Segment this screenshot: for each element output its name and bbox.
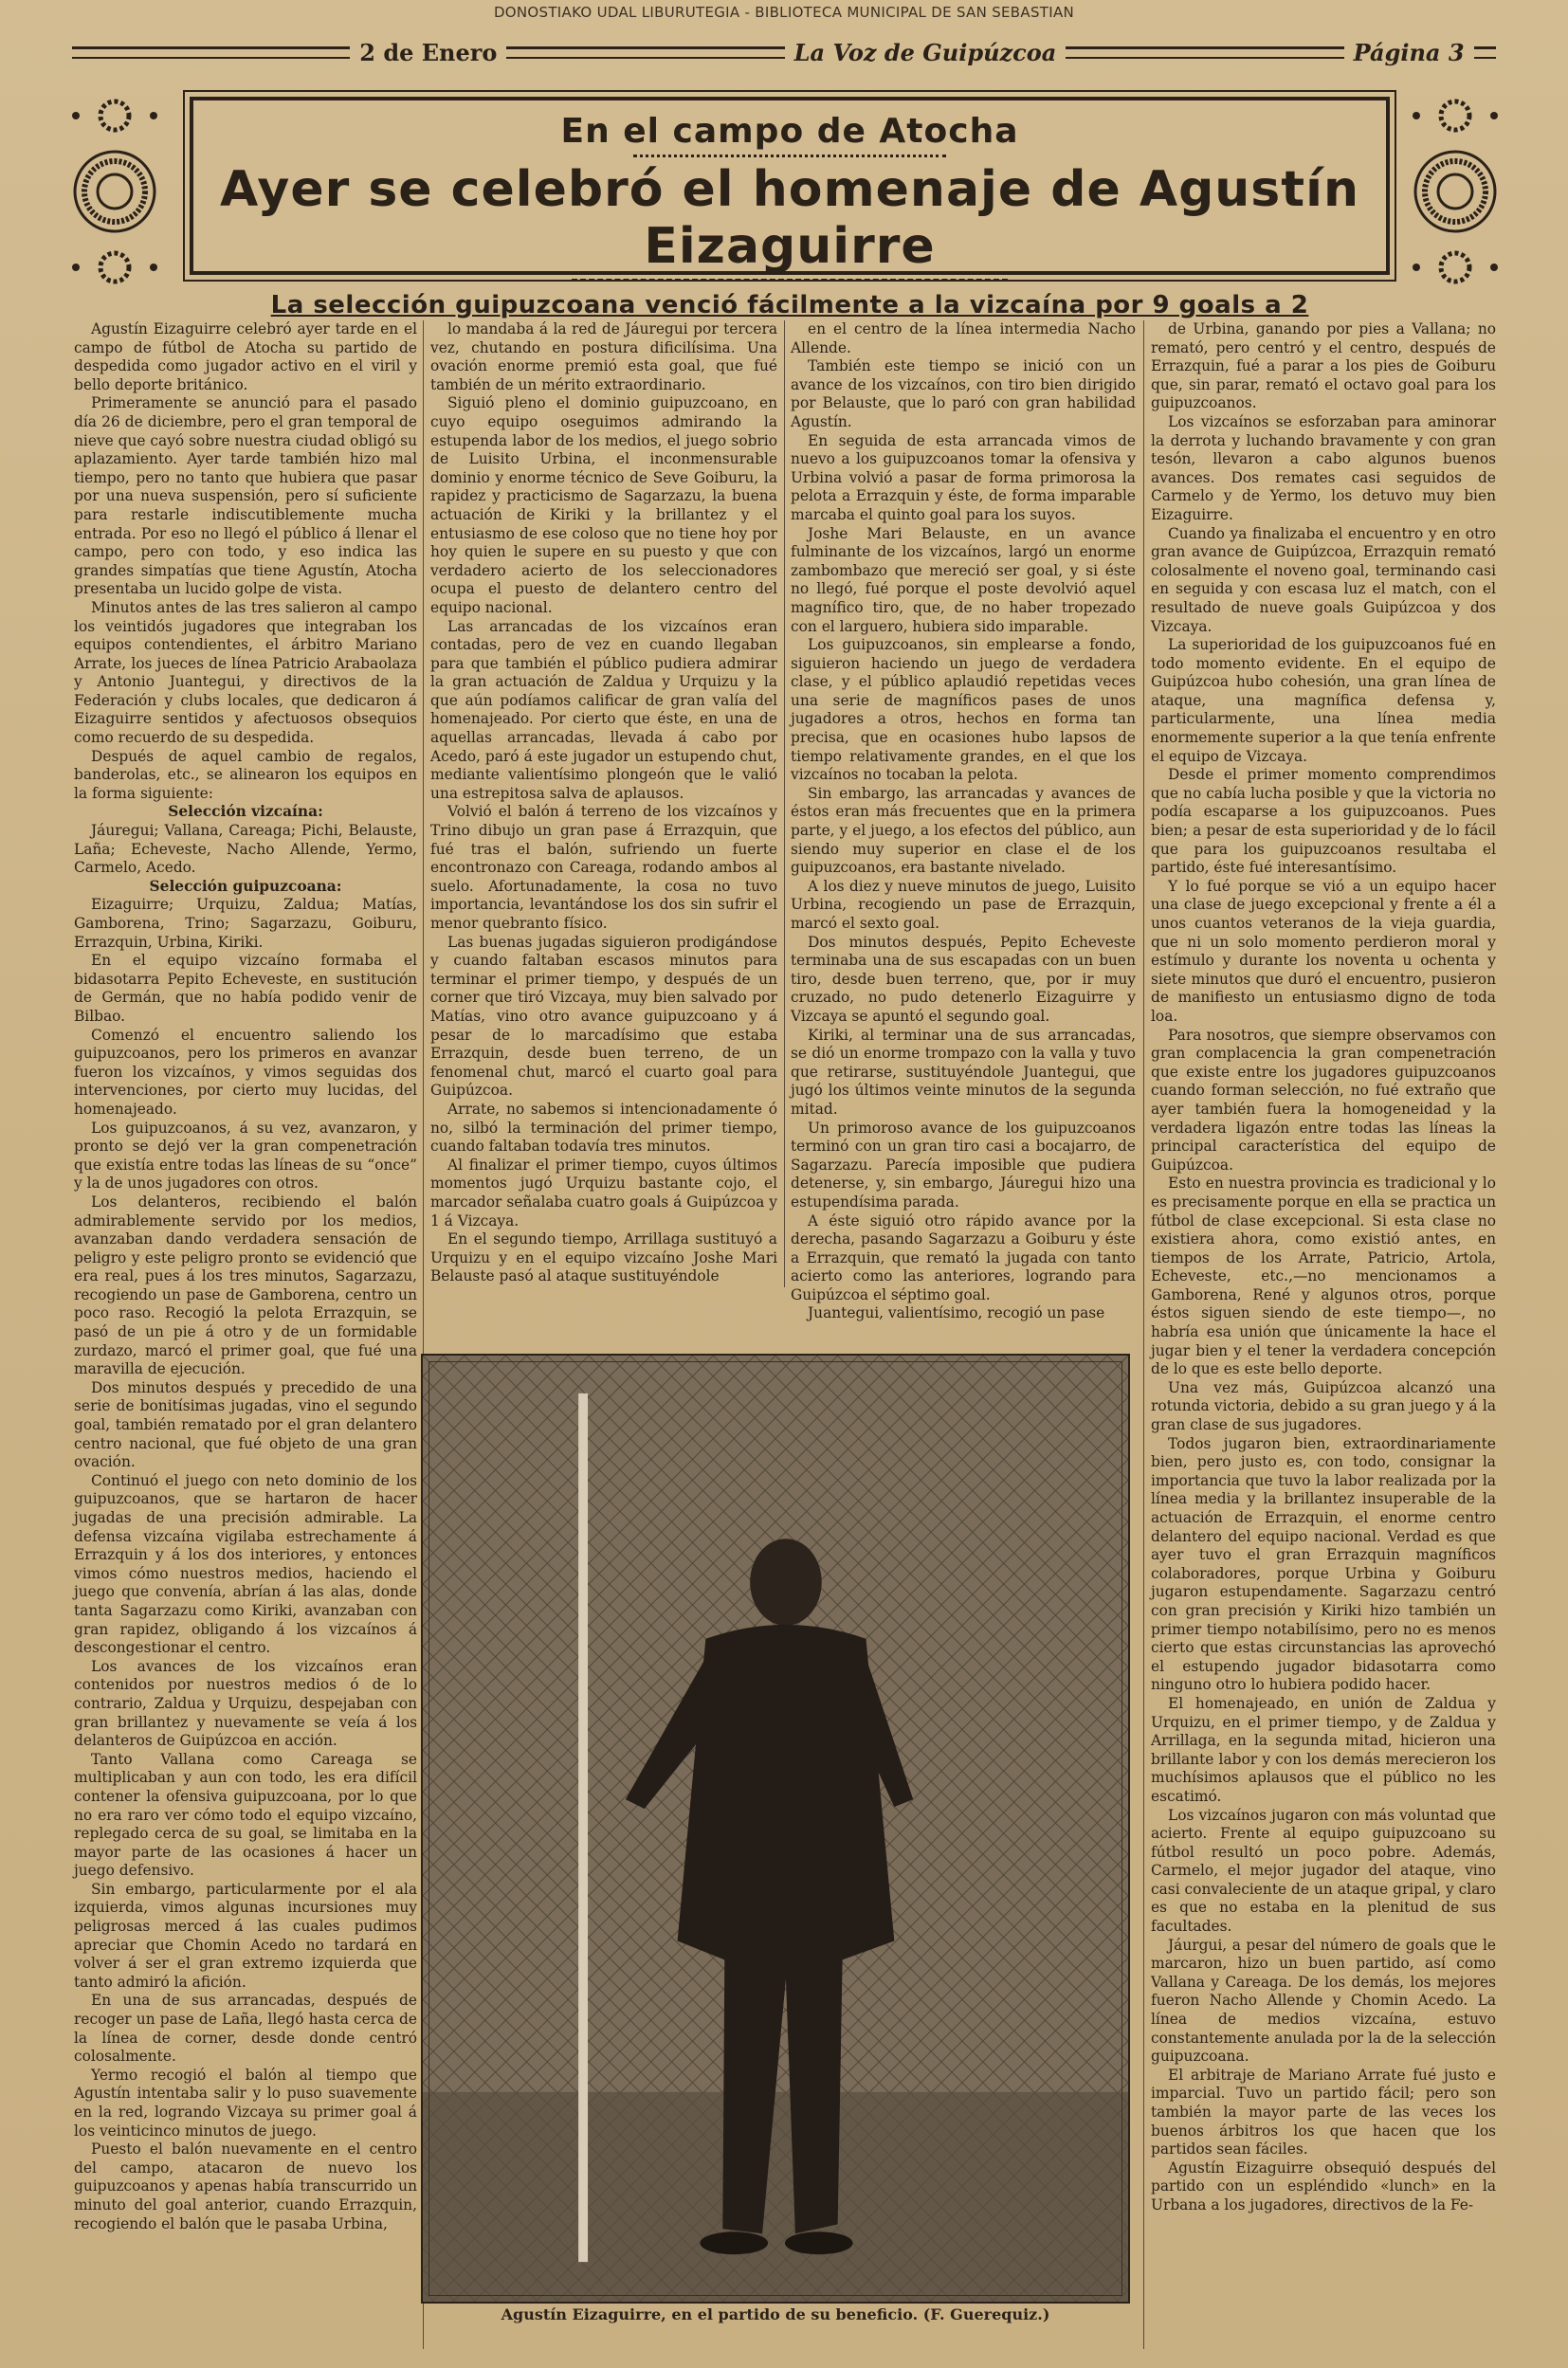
article-paragraph: Sin embargo, particularmente por el ala izquierda, vimos algunas incursiones muy peligrosas merced á las cuales pudimos apreciar que Chomin Acedo no tardará en volver á ser el gran extremo izquierda que tanto admiró la afición. [74,1880,417,1991]
ornament-right-icon [1403,87,1507,296]
article-paragraph: Los delanteros, recibiendo el balón admirablemente servido por los medios, avanzaban dando verdadera sensación de peligro y este peligro pronto se evidenció que era real, pues á los tres minutos, Sagarzazu, recogiendo un pase de Gamborena, centro un poco raso. Recogió la pelota Errazquin, se pasó de un pie á otro y de un formidable zurdazo, marcó el primer goal, que fué una maravilla de ejecución. [74,1193,417,1378]
article-paragraph: Y lo fué porque se vió a un equipo hacer una clase de juego excepcional y frente a él a unos cuantos veteranos de la vieja guardia, que ni un solo momento perdieron moral y estímulo y durante los noventa u ochenta y siete minutos que duró el encuentro, pusieron de manifiesto un entusiasmo digno de toda loa. [1151,877,1496,1025]
article-paragraph: En el equipo vizcaíno formaba el bidasotarra Pepito Echeveste, en sustitución de Germán, que no había podido venir de Bilbao. [74,952,417,1025]
article-paragraph: Desde el primer momento comprendimos que no cabía lucha posible y que la victoria no podía escaparse a los guipuzcoanos. Pues bien; a pesar de esta superioridad y de lo fácil que para los guipuzcoanos resultaba el partido, éste fué interesantísimo. [1151,766,1496,877]
article-paragraph: Juantegui, valientísimo, recogió un pase [808,1304,1105,1322]
article-paragraph: de Urbina, ganando por pies a Vallana; no remató, pero centró y el centro, después de Errazquin, fué a parar a los pies de Goiburu que, sin parar, remató el octavo goal para los guipuzcoanos. [1151,320,1496,412]
running-head [72,36,1496,68]
article-paragraph: Los guipuzcoanos, á su vez, avanzaron, y pronto se dejó ver la gran compenetración que existía entre todas las líneas de su “once” y la de unos jugadores con otros. [74,1119,417,1193]
header-page-number: Página 3 [1353,38,1465,66]
article-paragraph: Arrate, no sabemos si intencionadamente ó no, silbó la terminación del primer tiempo, cuando faltaban todavía tres minutos. [430,1100,777,1156]
header-paper-name: La Voz de Guipúzcoa [793,38,1057,66]
article-paragraph: Los vizcaínos se esforzaban para aminorar la derrota y luchando bravamente y con gran tesón, llevaron a cabo algunos buenos avances. Dos remates casi seguidos de Carmelo y de Yermo, los detuvo muy bien Eizaguirre. [1151,412,1496,523]
article-paragraph: Los avances de los vizcaínos eran contenidos por nuestros medios ó de lo contrario, Zaldua y Urquizu, despejaban con gran brillantez y nuevamente se veía á los delanteros de Guipúzcoa en acción. [74,1657,417,1750]
headline-main: Ayer se celebró el homenaje de Agustín Eizaguirre [220,161,1359,275]
article-paragraph: Volvió el balón á terreno de los vizcaínos y Trino dibujo un gran pase á Errazquin, que fué tras el balón, sufriendo un fuerte encontronazo con Careaga, rodando ambos al suelo. Afortunadamente, la cosa no tuvo importancia, levantándose los dos sin sufrir el menor quebranto físico. [430,803,777,932]
article-paragraph: Dos minutos después, Pepito Echeveste terminaba una de sus escapadas con un buen tiro, desde buen terreno, que, por ir muy cruzado, no pudo detenerlo Eizaguirre y Vizcaya se apuntó el segundo goal. [791,933,1136,1025]
article-column-4 [1151,320,1496,2340]
article-paragraph: Agustín Eizaguirre celebró ayer tarde en el campo de fútbol de Atocha su partido de despedida como jugador activo en el viril y bello deporte británico. [74,320,417,393]
article-paragraph: Selección guipuzcoana: [149,877,342,895]
header-rule [1066,46,1343,59]
photo-border [428,1361,1122,2296]
headline-divider [572,279,1008,282]
header-date: 2 de Enero [359,38,498,66]
article-paragraph: Los vizcaínos jugaron con más voluntad que acierto. Frente al equipo guipuzcoano su fútbol resultó un poco pobre. Además, Carmelo, el mejor jugador del ataque, vino casi convaleciente de un ataque gripal, y claro es que no estaba en la plenitud de sus facultades. [1151,1806,1496,1936]
article-paragraph: Continuó el juego con neto dominio de los guipuzcoanos, que se hartaron de hacer jugadas de una precisión admirable. La defensa vizcaína vigilaba estrechamente á Errazquin y á los dos interiores, y entonces vimos cómo nuestros medios, haciendo el juego que convenía, abrían á las alas, donde tanta Sagarzazu como Kiriki, avanzaban con gran rapidez, obligando á los vizcaínos á descongestionar el centro. [74,1471,417,1657]
article-paragraph: Comenzó el encuentro saliendo los guipuzcoanos, pero los primeros en avanzar fueron los vizcaínos, y vimos seguidas dos intervenciones, por cierto muy lucidas, del homenajeado. [74,1026,417,1118]
headline-kicker: En el campo de Atocha [560,112,1019,151]
article-paragraph: Los guipuzcoanos, sin emplearse a fondo, siguieron haciendo un juego de verdadera clase, y el público aplaudió repetidas veces una serie de magníficos pases de unos jugadores a otros, hechos en forma tan precisa, que en ocasiones hubo lapsos de tiempo relativamente grandes, en el que los vizcaínos no tocaban la pelota. [791,636,1136,784]
article-paragraph: Dos minutos después y precedido de una serie de bonitísimas jugadas, vino el segundo goal, también rematado por el gran delantero centro nacional, que fué objeto de una gran ovación. [74,1378,417,1471]
article-paragraph: Jáurgui, a pesar del número de goals que le marcaron, hizo un buen partido, así como Vallana y Careaga. De los demás, los mejores fueron Nacho Allende y Chomin Acedo. La línea de medios vizcaína, estuvo constantemente anulada por la de la selección guipuzcoana. [1151,1936,1496,2066]
article-paragraph: Un primoroso avance de los guipuzcoanos terminó con un gran tiro casi a bocajarro, de Sagarzazu. Parecía imposible que pudiera detenerse, y, sin embargo, Jáuregui hizo una estupendísima parada. [791,1119,1136,1211]
archive-banner: DONOSTIAKO UDAL LIBURUTEGIA - BIBLIOTECA MUNICIPAL DE SAN SEBASTIAN [493,4,1075,21]
photo [421,1354,1130,2304]
article-paragraph: Jáuregui; Vallana, Careaga; Pichi, Belauste, Laña; Echeveste, Nacho Allende, Yermo, Carmelo, Acedo. [74,822,417,877]
article-paragraph: Una vez más, Guipúzcoa alcanzó una rotunda victoria, debido a su gran juego y á la gran clase de sus jugadores. [1151,1378,1496,1434]
header-rule [1474,46,1496,59]
article-paragraph: Las arrancadas de los vizcaínos eran contadas, pero de vez en cuando llegaban para que también el público pudiera admirar la gran actuación de Zaldua y Urquizu y la que aún podíamos calificar de gran valía del homenajeado. Por cierto que éste, en una de aquellas arrancadas, llevada á cabo por Acedo, paró á este jugador un estupendo chut, mediante valientísimo plongeón que le valió una estrepitosa salva de aplausos. [430,617,777,802]
article-paragraph: El arbitraje de Mariano Arrate fué justo e imparcial. Tuvo un partido fácil; pero son también la mayor parte de las veces los buenos árbitros los que hacen que los partidos sean fáciles. [1151,2066,1496,2159]
article-paragraph: Joshe Mari Belauste, en un avance fulminante de los vizcaínos, largó un enorme zambombazo que mereció ser goal, y si éste no llegó, fué porque el poste devolvió aquel magnífico tiro, que, de no haber tropezado con el larguero, hubiera sido imparable. [791,524,1136,635]
article-paragraph: Minutos antes de las tres salieron al campo los veintidós jugadores que integraban los equipos contendientes, el árbitro Mariano Arrate, los jueces de línea Patricio Arabaolaza y Antonio Juantegui, y directivos de la Federación y clubs locales, que dedicaron á Eizaguirre sentidos y afectuosos obsequios como recuerdo de su despedida. [74,598,417,747]
article-paragraph: lo mandaba á la red de Jáuregui por tercera vez, chutando en postura dificilísima. Una ovación enorme premió esta goal, que fué también de un mérito extraordinario. [430,320,777,393]
article-paragraph: La superioridad de los guipuzcoanos fué en todo momento evidente. En el equipo de Guipúzcoa hubo cohesión, una gran línea de ataque, una magnífica defensa y, particularmente, una línea media enormemente superior a la que tenía enfrente el equipo de Vizcaya. [1151,636,1496,765]
article-paragraph: En seguida de esta arrancada vimos de nuevo a los guipuzcoanos tomar la ofensiva y Urbina volvió a pasar de forma primorosa la pelota a Errazquin y éste, de forma imparable marcaba el quinto goal para los suyos. [791,431,1136,523]
article-paragraph: Cuando ya finalizaba el encuentro y en otro gran avance de Guipúzcoa, Errazquin remató colosalmente el noveno goal, terminando casi en seguida y con escasa luz el match, con el resultado de nueve goals Guipúzcoa y dos Vizcaya. [1151,524,1496,635]
article-paragraph: Esto en nuestra provincia es tradicional y lo es precisamente porque en ella se practica un fútbol de clase excepcional. Si esta clase no existiera ahora, como existió antes, en tiempos de los Arrate, Patricio, Artola, Echeveste, etc.,—no mencionamos a Gamborena, René y algunos otros, porque éstos siguen siendo de este tiempo—, no habría esa unión que únicamente la hace el jugar bien y el tener la verdadera concepción de lo que es este bello deporte. [1151,1175,1496,1378]
article-paragraph: También este tiempo se inició con un avance de los vizcaínos, con tiro bien dirigido por Belauste, que lo paró con gran habilidad Agustín. [791,357,1136,430]
article-paragraph: Puesto el balón nuevamente en el centro del campo, atacaron de nuevo los guipuzcoanos y apenas había transcurrido un minuto del goal anterior, cuando Errazquin, recogiendo el balón que le pasaba Urbina, [74,2140,417,2232]
header-rule [506,46,784,59]
headline-box [190,97,1390,319]
article-paragraph: Selección vizcaína: [168,803,323,821]
article-paragraph: Sin embargo, las arrancadas y avances de éstos eran más frecuentes que en la primera parte, y el juego, a los efectos del público, aun siendo muy superior en clase el de los guipuzcoanos, era bastante nivelado. [791,784,1136,877]
article-paragraph: Yermo recogió el balón al tiempo que Agustín intentaba salir y lo puso suavemente en la red, logrando Vizcaya su primer goal á los veinticinco minutos de juego. [74,2066,417,2140]
article-paragraph: A éste siguió otro rápido avance por la derecha, pasando Sagarzazu a Goiburu y éste a Errazquin, que remató la jugada con tanto acierto como las anteriores, logrando para Guipúzcoa el séptimo goal. [791,1211,1136,1303]
column-rule [784,320,785,1287]
headline-subtitle: La selección guipuzcoana venció fácilmente a la vizcaína por 9 goals a 2 [270,291,1309,319]
article-paragraph: Todos jugaron bien, extraordinariamente bien, pero justo es, con todo, consignar la importancia que tuvo la labor realizada por la línea media y la brillantez insuperable de la actuación de Errazquin, el enorme centro delantero del equipo nacional. Verdad es que ayer tuvo el gran Errazquin magníficos colaboradores, porque Urbina y Goiburu jugaron estupendamente. Sagarzazu centró con gran precisión y Kiriki hizo también un primer tiempo notabilísimo, pero no es menos cierto que estas circunstancias las aprovechó el estupendo jugador bidasotarra como ninguno otro lo hubiera podido hacer. [1151,1434,1496,1694]
article-paragraph: En una de sus arrancadas, después de recoger un pase de Laña, llegó hasta cerca de la línea de corner, desde donde centró colosalmente. [74,1992,417,2066]
article-paragraph: Siguió pleno el dominio guipuzcoano, en cuyo equipo oseguimos admirando la estupenda labor de los medios, el juego sobrio de Luisito Urbina, el inconmensurable dominio y enorme técnico de Seve Goiburu, la rapidez y practicismo de Sagarzazu, la buena actuación de Kiriki y la brillantez y el entusiasmo de ese coloso que no tiene hoy por hoy quien le supere en su puesto y que con verdadero acierto de los seleccionadores ocupa el puesto de delantero centro del equipo nacional. [430,394,777,616]
article-paragraph: Tanto Vallana como Careaga se multiplicaban y aun con todo, les era difícil contener la ofensiva guipuzcoana, por lo que no era raro ver cómo todo el equipo vizcaíno, replegado cerca de su goal, se limitaba en la mayor parte de las ocasiones á hacer un juego defensivo. [74,1750,417,1880]
article-paragraph: Para nosotros, que siempre observamos con gran complacencia la gran compenetración que existe entre los jugadores guipuzcoanos cuando forman selección, no fué extraño que ayer también fuera la homogeneidad y la verdadera ligazón entre todas las líneas la principal característica del equipo de Guipúzcoa. [1151,1026,1496,1174]
headline-divider [633,155,946,157]
ornament-left-icon [63,87,167,296]
article-paragraph: Después de aquel cambio de regalos, banderolas, etc., se alinearon los equipos en la forma siguiente: [74,747,417,802]
column-rule [1143,320,1144,2349]
article-paragraph: Las buenas jugadas siguieron prodigándose y cuando faltaban escasos minutos para terminar el primer tiempo, y después de un corner que tiró Vizcaya, muy bien salvado por Matías, vino otro avance guipuzcoano y á pesar de lo marcadísimo que estaba Errazquin, desde buen terreno, de un fenomenal chut, marcó el cuarto goal para Guipúzcoa. [430,933,777,1100]
article-paragraph: Agustín Eizaguirre obsequió después del partido con un espléndido «lunch» en la Urbana a los jugadores, directivos de la Fe- [1151,2159,1496,2213]
article-paragraph: En el segundo tiempo, Arrillaga sustituyó a Urquizu y en el equipo vizcaíno Joshe Mari Belauste pasó al ataque sustituyéndole [430,1230,777,1285]
photo-caption: Agustín Eizaguirre, en el partido de su beneficio. (F. Guerequiz.) [501,2305,1050,2323]
article-column-2 [430,320,777,1287]
article-column-3 [791,320,1136,1322]
article-paragraph: Primeramente se anunció para el pasado día 26 de diciembre, pero el gran temporal de nieve que cayó sobre nuestra ciudad obligó su aplazamiento. Ayer tarde también hizo mal tiempo, pero no tanto que hubiera que pasar por una nueva suspensión, pero sí suficiente para restarle indiscutiblemente mucha entrada. Por eso no llegó el público á llenar el campo, pero con todo, y eso indica las grandes simpatías que tiene Agustín, Atocha presentaba un lucido golpe de vista. [74,394,417,598]
article-paragraph: A los diez y nueve minutos de juego, Luisito Urbina, recogiendo un pase de Errazquin, marcó el sexto goal. [791,877,1136,932]
article-paragraph: en el centro de la línea intermedia Nacho Allende. [791,320,1136,356]
article-paragraph: El homenajeado, en unión de Zaldua y Urquizu, en el primer tiempo, y de Zaldua y Arrillaga, en la segunda mitad, hicieron una brillante labor y con los demás merecieron los muchísimos aplausos que el público no les escatimó. [1151,1694,1496,1805]
article-paragraph: Kiriki, al terminar una de sus arrancadas, se dió un enorme trompazo con la valla y tuvo que retirarse, sustituyéndole Juantegui, que jugó los últimos veinte minutos de la segunda mitad. [791,1026,1136,1118]
article-paragraph: Eizaguirre; Urquizu, Zaldua; Matías, Gamborena, Trino; Sagarzazu, Goiburu, Errazquin, Urbina, Kiriki. [74,896,417,951]
article-column-1 [74,320,417,2340]
article-paragraph: Al finalizar el primer tiempo, cuyos últimos momentos jugó Urquizu bastante cojo, el marcador señalaba cuatro goals á Guipúzcoa y 1 á Vizcaya. [430,1156,777,1230]
header-rule [72,46,350,59]
